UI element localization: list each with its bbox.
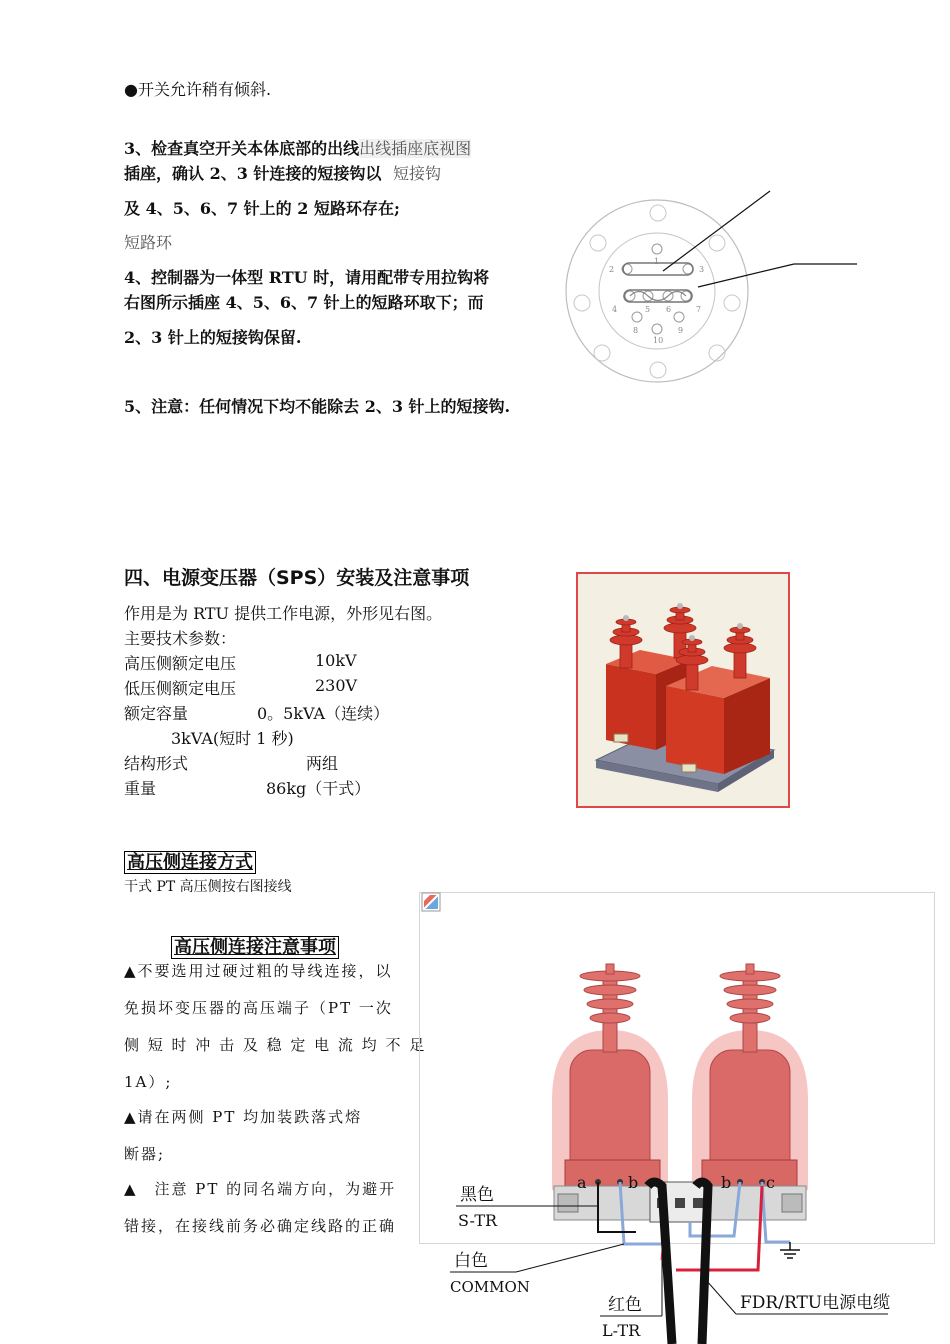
section4-title: 四、电源变压器（SPS）安装及注意事项 [124, 567, 470, 589]
hv-note-line: 错接，在接线前务必确定线路的正确 [124, 1217, 397, 1235]
label-black: 黑色 [460, 1185, 494, 1205]
bolt-hole [724, 295, 740, 311]
label-s-tr: S-TR [458, 1211, 498, 1230]
hv-notes-title [171, 933, 339, 959]
socket-view-caption: 出线插座底视图 [359, 139, 472, 158]
item4-line2: 右图所示插座 4、5、6、7 针上的短路环取下；而 [124, 293, 484, 312]
param-label: 额定容量 [124, 704, 189, 723]
ring-caption: 短路环 [124, 233, 173, 252]
pin-circle [652, 244, 662, 254]
pin-label: 1 [654, 257, 660, 266]
pin-label: 3 [699, 265, 705, 274]
terminal-screw [675, 1198, 685, 1208]
bolt-hole [574, 295, 590, 311]
socket-inner-ring [599, 233, 715, 349]
bolt-hole [709, 235, 725, 251]
bolt-hole [594, 345, 610, 361]
param-value: 两组 [306, 754, 339, 773]
tilt-note: ●开关允许稍有倾斜. [124, 80, 272, 99]
pin-label: 4 [612, 305, 618, 314]
broken-image-icon [421, 892, 441, 912]
label-leader [706, 1280, 736, 1314]
item5-line1: 5、注意：任何情况下均不能除去 2、3 针上的短接钩. [124, 397, 511, 416]
hv-note-line: 免损坏变压器的高压端子（PT 一次 [124, 999, 393, 1017]
hv-note-line: ▲ 注意 PT 的同名端方向，为避开 [124, 1180, 397, 1198]
terminal-screw [693, 1198, 703, 1208]
terminal-b-left: b [628, 1173, 639, 1192]
param-value: 10kV [315, 651, 357, 670]
pin-label: 8 [633, 326, 639, 335]
pin-label: 10 [653, 336, 664, 345]
wiring-diagram [440, 960, 910, 1344]
param-value: 0。5kVA（连续） [257, 704, 390, 723]
hv-connection-title [124, 848, 256, 874]
label-leader [516, 1244, 624, 1272]
hook-caption: 短接钩 [393, 164, 442, 183]
hv-connection-desc: 干式 PT 高压侧按右图接线 [124, 879, 292, 895]
item3-line2-text: 插座，确认 2、3 针连接的短接钩以 [124, 164, 382, 183]
pin-label: 2 [609, 265, 615, 274]
base-foot [782, 1194, 802, 1212]
terminal-b-right: b [721, 1173, 732, 1192]
pin-label: 5 [645, 305, 651, 314]
label-l-tr: L-TR [602, 1321, 641, 1340]
hv-connection-title-text: 高压侧连接方式 [124, 851, 256, 874]
pin-label: 7 [696, 305, 702, 314]
hv-note-line: 侧 短 时 冲 击 及 稳 定 电 流 均 不 足 [124, 1036, 427, 1054]
item3-line3: 及 4、5、6、7 针上的 2 短路环存在; [124, 199, 400, 218]
label-common: COMMON [450, 1278, 530, 1296]
hv-note-line: ▲请在两侧 PT 均加装跌落式熔 [124, 1108, 363, 1126]
param-label: 重量 [124, 779, 157, 798]
params-title: 主要技术参数： [124, 629, 237, 648]
bolt-hole [709, 345, 725, 361]
hv-notes-title-text: 高压侧连接注意事项 [171, 936, 339, 959]
pin-label: 6 [666, 305, 672, 314]
param-value: 230V [315, 676, 358, 695]
hv-note-line: 1A）; [124, 1073, 173, 1091]
label-white: 白色 [454, 1251, 488, 1271]
terminal-c: c [766, 1173, 775, 1192]
pin-circle [632, 312, 642, 322]
item4-line1: 4、控制器为一体型 RTU 时，请用配带专用拉钩将 [124, 268, 490, 287]
bolt-hole [650, 205, 666, 221]
param-label: 结构形式 [124, 754, 189, 773]
param-value: 3kVA(短时 1 秒) [171, 729, 294, 748]
item3-line1-text: 3、检查真空开关本体底部的出线 [124, 139, 360, 158]
label-cable: FDR/RTU电源电缆 [740, 1293, 891, 1313]
param-label: 低压侧额定电压 [124, 679, 237, 698]
hv-note-line: ▲不要选用过硬过粗的导线连接，以 [124, 962, 393, 980]
param-value: 86kg（干式） [266, 779, 371, 798]
pin-label: 9 [678, 326, 684, 335]
transformer-illustration [578, 574, 788, 806]
section4-intro: 作用是为 RTU 提供工作电源，外形见右图。 [124, 604, 443, 623]
label-red: 红色 [608, 1295, 642, 1315]
item3-line1 [124, 136, 471, 159]
short-ring-loop [630, 292, 686, 301]
transformer-photo [576, 572, 790, 808]
item4-line3: 2、3 针上的短接钩保留. [124, 328, 302, 347]
terminal-a: a [577, 1173, 587, 1192]
pin-circle [674, 312, 684, 322]
param-label: 高压侧额定电压 [124, 654, 237, 673]
bolt-hole [590, 235, 606, 251]
pt-right-base [702, 1160, 797, 1188]
socket-bottom-view [560, 185, 860, 390]
pin-circle [652, 324, 662, 334]
bolt-hole [650, 362, 666, 378]
base-foot [558, 1194, 578, 1212]
item3-line2 [124, 161, 441, 184]
hv-note-line: 断器; [124, 1145, 166, 1163]
